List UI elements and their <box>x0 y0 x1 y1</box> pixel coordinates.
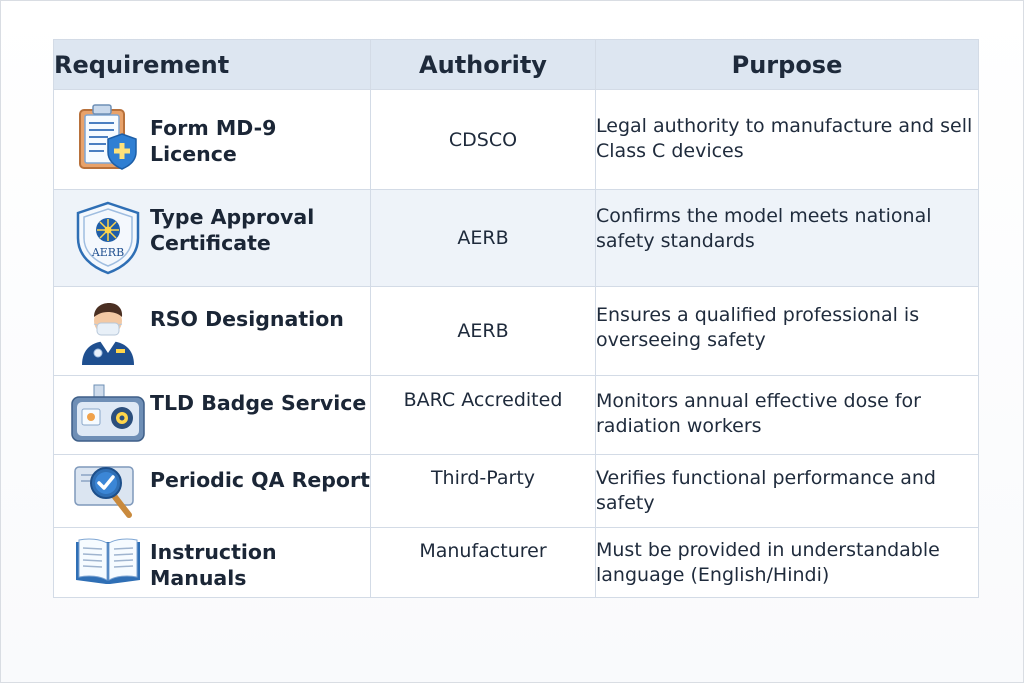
requirement-cell <box>54 190 371 287</box>
requirement-name: TLD Badge Service <box>150 391 367 415</box>
authority-cell: BARC Accredited <box>371 376 596 455</box>
requirement-name: Form MD-9 Licence <box>150 116 277 166</box>
authority-cell: AERB <box>371 287 596 376</box>
purpose-cell: Legal authority to manufacture and sell Class C devices <box>596 90 979 190</box>
header-row <box>54 40 979 90</box>
authority-cell: Third-Party <box>371 455 596 528</box>
header-requirement: Requirement <box>54 40 371 90</box>
header-authority: Authority <box>371 40 596 90</box>
clipboard-shield-icon <box>70 98 146 174</box>
open-book-icon <box>70 532 146 588</box>
purpose-cell: Confirms the model meets national safety standards <box>596 190 979 287</box>
requirement-cell <box>54 90 371 190</box>
authority-cell: CDSCO <box>371 90 596 190</box>
table-row <box>54 528 979 598</box>
header-purpose: Purpose <box>596 40 979 90</box>
authority-cell: AERB <box>371 190 596 287</box>
requirement-cell <box>54 528 371 598</box>
table-row <box>54 455 979 528</box>
purpose-cell: Verifies functional performance and safety <box>596 455 979 528</box>
table-row <box>54 190 979 287</box>
dosimeter-badge-icon <box>70 378 146 448</box>
requirement-name: Periodic QA Report <box>150 468 370 492</box>
table-row <box>54 90 979 190</box>
aerb-icon-text: AERB <box>91 246 125 259</box>
requirements-table <box>53 39 979 598</box>
qa-magnifier-icon <box>70 457 146 523</box>
aerb-shield-icon <box>70 200 146 276</box>
requirement-cell <box>54 287 371 376</box>
requirement-name: RSO Designation <box>150 307 344 331</box>
table-body <box>54 90 979 598</box>
table-row <box>54 376 979 455</box>
requirement-cell <box>54 455 371 528</box>
safety-officer-icon <box>70 293 146 369</box>
table-header <box>54 40 979 90</box>
purpose-cell: Must be provided in understandable language (English/Hindi) <box>596 528 979 598</box>
requirement-cell <box>54 376 371 455</box>
purpose-cell: Monitors annual effective dose for radiation workers <box>596 376 979 455</box>
requirement-name: Instruction Manuals <box>150 540 277 590</box>
purpose-cell: Ensures a qualified professional is overseeing safety <box>596 287 979 376</box>
requirement-name: Type Approval Certificate <box>150 205 315 255</box>
authority-cell: Manufacturer <box>371 528 596 598</box>
table-row <box>54 287 979 376</box>
